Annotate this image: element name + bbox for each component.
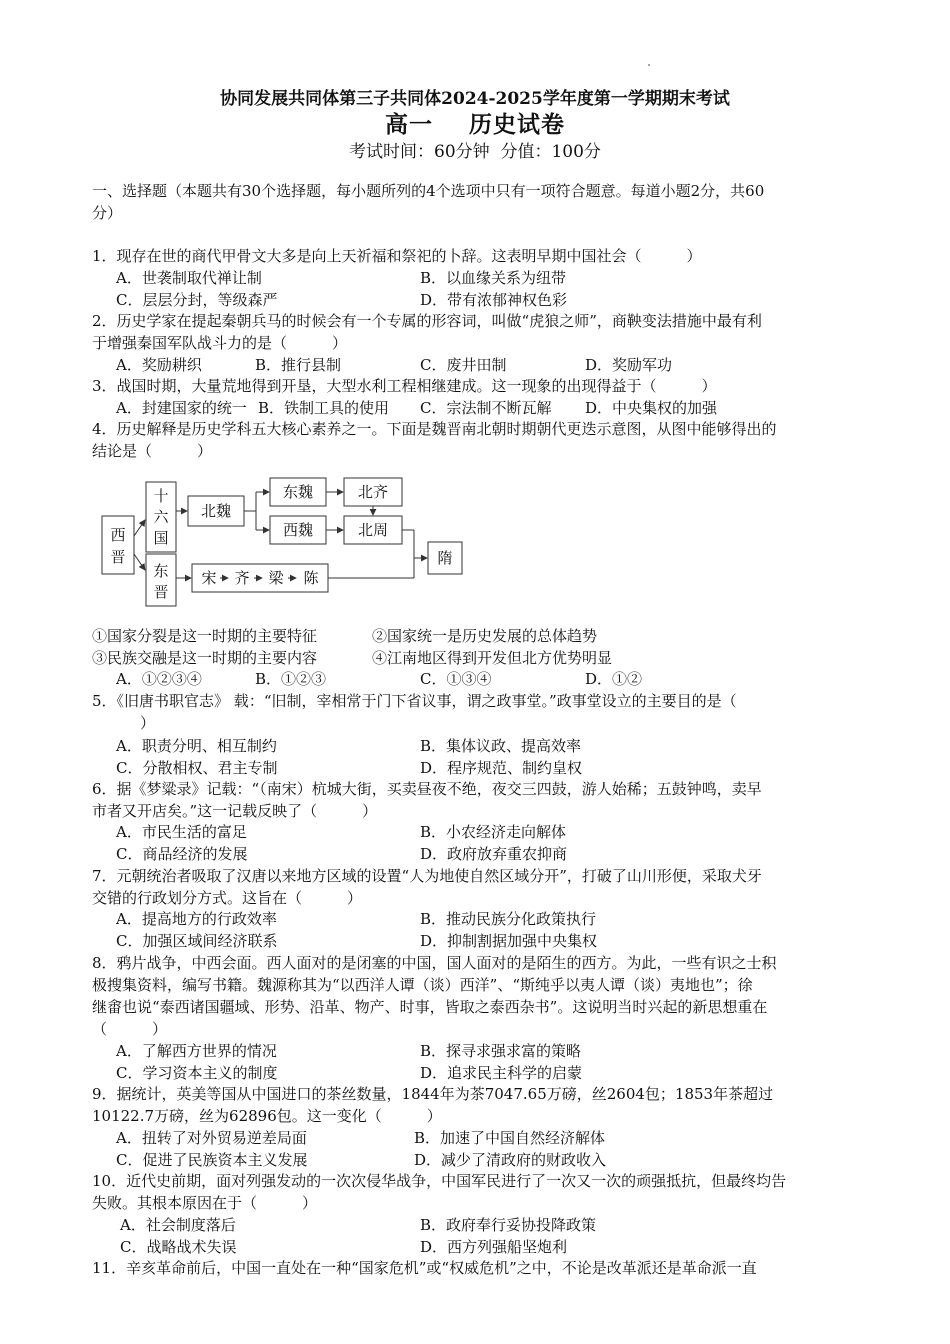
question-8-line3: 继畬也说“泰西诸国疆域、形势、沿革、物产、时事，皆取之泰西杂书”。这说明当时兴起的新思想重在 bbox=[92, 998, 768, 1016]
question-9-line2: 10122.7万磅，丝为62896包。这一变化（ ） bbox=[92, 1107, 442, 1125]
question-8-line4: （ ） bbox=[92, 1020, 168, 1038]
question-7-option-b: B．推动民族分化政策执行 bbox=[420, 910, 597, 928]
question-3-option-b: B．铁制工具的使用 bbox=[258, 399, 390, 417]
label-shiliuguo-3: 国 bbox=[153, 529, 169, 547]
question-8-option-c: C．学习资本主义的制度 bbox=[116, 1064, 278, 1082]
label-xiwei: 西魏 bbox=[282, 521, 314, 539]
question-4-statement-3: ③民族交融是这一时期的主要内容 bbox=[92, 649, 318, 667]
question-7-line1: 7．元朝统治者吸取了汉唐以来地方区域的设置“人为地使自然区域分开”，打破了山川形便，采取犬牙 bbox=[92, 867, 762, 885]
question-4-option-c: C．①③④ bbox=[420, 670, 492, 688]
question-5-option-b: B．集体议政、提高效率 bbox=[420, 737, 582, 755]
question-3-option-a: A．封建国家的统一 bbox=[116, 399, 247, 417]
question-2-option-c: C．废井田制 bbox=[420, 356, 507, 374]
question-9-option-c: C．促进了民族资本主义发展 bbox=[116, 1151, 308, 1169]
question-6-option-d: D．政府放弃重农抑商 bbox=[420, 845, 568, 863]
question-4-statement-4: ④江南地区得到开发但北方优势明显 bbox=[372, 649, 613, 667]
scan-dot bbox=[648, 64, 650, 66]
question-5-option-a: A．职责分明、相互制约 bbox=[116, 737, 277, 755]
question-7-option-c: C．加强区域间经济联系 bbox=[116, 932, 278, 950]
exam-subtitle: 高一 历史试卷 bbox=[384, 111, 566, 138]
question-6-option-b: B．小农经济走向解体 bbox=[420, 823, 567, 841]
label-chen: 陈 bbox=[303, 569, 319, 587]
question-5-option-c: C．分散相权、君主专制 bbox=[116, 759, 278, 777]
question-4-statement-1: ①国家分裂是这一时期的主要特征 bbox=[92, 627, 318, 645]
question-7-option-d: D．抑制割据加强中央集权 bbox=[420, 932, 598, 950]
question-5-option-d: D．程序规范、制约皇权 bbox=[420, 759, 583, 777]
question-2-line1: 2．历史学家在提起秦朝兵马的时候会有一个专属的形容词，叫做“虎狼之师”，商鞅变法措施中最有利 bbox=[92, 312, 762, 330]
question-4-statement-2: ②国家统一是历史发展的总体趋势 bbox=[372, 627, 598, 645]
question-1-option-c: C．层层分封，等级森严 bbox=[116, 291, 278, 309]
question-6-line2: 市者又开店矣。”这一记载反映了（ ） bbox=[92, 802, 378, 820]
question-9-option-b: B．加速了中国自然经济解体 bbox=[414, 1129, 606, 1147]
question-8-option-d: D．追求民主科学的启蒙 bbox=[420, 1064, 583, 1082]
label-dongwei: 东魏 bbox=[282, 483, 314, 501]
label-dongjin-2: 晋 bbox=[153, 583, 169, 601]
question-4-line1: 4．历史解释是历史学科五大核心素养之一。下面是魏晋南北朝时期朝代更迭示意图，从图中能够得出的 bbox=[92, 420, 777, 438]
question-9-option-a: A．扭转了对外贸易逆差局面 bbox=[116, 1129, 307, 1147]
label-beizhou: 北周 bbox=[357, 521, 389, 539]
question-1-option-a: A．世袭制取代禅让制 bbox=[116, 269, 262, 287]
label-sui: 隋 bbox=[437, 549, 453, 567]
question-6-option-c: C．商品经济的发展 bbox=[116, 845, 248, 863]
question-4-option-b: B．①②③ bbox=[255, 670, 327, 688]
question-2-option-a: A．奖励耕织 bbox=[116, 356, 202, 374]
question-9-option-d: D．减少了清政府的财政收入 bbox=[414, 1151, 607, 1169]
question-8-option-b: B．探寻求强求富的策略 bbox=[420, 1042, 582, 1060]
question-7-line2: 交错的行政划分方式。这旨在（ ） bbox=[92, 889, 363, 907]
label-qi: 齐 bbox=[234, 569, 250, 587]
question-2-option-d: D．奖励军功 bbox=[585, 356, 673, 374]
question-10-option-b: B．政府奉行妥协投降政策 bbox=[420, 1216, 597, 1234]
label-liang: 梁 bbox=[268, 569, 284, 587]
question-6-option-a: A．市民生活的富足 bbox=[116, 823, 247, 841]
section-instructions-line1: 一、选择题（本题共有30个选择题，每小题所列的4个选项中只有一项符合题意。每道小题2分，共60 bbox=[92, 182, 765, 200]
label-xijin-2: 晋 bbox=[110, 548, 126, 566]
question-1-stem: 1．现存在世的商代甲骨文大多是向上天祈福和祭祀的卜辞。这表明早期中国社会（ ） bbox=[92, 247, 702, 265]
label-shiliuguo-1: 十 bbox=[153, 487, 169, 505]
question-7-option-a: A．提高地方的行政效率 bbox=[116, 910, 277, 928]
question-5-line1: 5．《旧唐书职官志》 载：“旧制，宰相常于门下省议事，谓之政事堂。”政事堂设立的主要目的是（ bbox=[92, 692, 737, 710]
dynasty-succession-diagram bbox=[96, 470, 476, 610]
label-song: 宋 bbox=[201, 569, 217, 587]
question-3-option-c: C．宗法制不断瓦解 bbox=[420, 399, 552, 417]
question-4-line2: 结论是（ ） bbox=[92, 442, 213, 460]
question-3-option-d: D．中央集权的加强 bbox=[585, 399, 718, 417]
question-9-line1: 9．据统计，英美等国从中国进口的茶丝数量，1844年为茶7047.65万磅，丝2604包；1853年茶超过 bbox=[92, 1085, 774, 1103]
question-2-option-b: B．推行县制 bbox=[255, 356, 342, 374]
question-8-line1: 8．鸦片战争，中西会面。西人面对的是闭塞的中国，国人面对的是陌生的西方。为此，一些有识之士积 bbox=[92, 954, 777, 972]
question-6-line1: 6．据《梦粱录》记载：“（南宋）杭城大街，买卖昼夜不绝，夜交三四鼓，游人始稀；五鼓钟鸣，卖早 bbox=[92, 780, 762, 798]
question-10-option-a: A．社会制度落后 bbox=[120, 1216, 236, 1234]
question-10-line1: 10．近代史前期，面对列强发动的一次次侵华战争，中国军民进行了一次又一次的顽强抵抗，但最终均告 bbox=[92, 1172, 787, 1190]
label-beiqi: 北齐 bbox=[357, 483, 389, 501]
question-5-line2: ） bbox=[140, 714, 156, 732]
question-11-line1: 11．辛亥革命前后，中国一直处在一种“国家危机”或“权威危机”之中，不论是改革派还是革命派一直 bbox=[92, 1259, 757, 1277]
exam-info: 考试时间：60分钟 分值：100分 bbox=[349, 142, 601, 162]
question-1-option-d: D．带有浓郁神权色彩 bbox=[420, 291, 568, 309]
question-10-option-c: C．战略战术失误 bbox=[120, 1238, 237, 1256]
question-4-option-d: D．①② bbox=[585, 670, 643, 688]
question-4-option-a: A．①②③④ bbox=[116, 670, 202, 688]
label-shiliuguo-2: 六 bbox=[153, 508, 169, 526]
label-xijin-1: 西 bbox=[110, 526, 126, 544]
question-8-line2: 极搜集资料，编写书籍。魏源称其为“以西洋人谭（谈）西洋”、“斯纯乎以夷人谭（谈）夷地也”；徐 bbox=[92, 976, 753, 994]
question-3-stem: 3．战国时期，大量荒地得到开垦，大型水利工程相继建成。这一现象的出现得益于（ ） bbox=[92, 377, 717, 395]
question-10-line2: 失败。其根本原因在于（ ） bbox=[92, 1194, 318, 1212]
question-2-line2: 于增强秦国军队战斗力的是（ ） bbox=[92, 334, 348, 352]
question-8-option-a: A．了解西方世界的情况 bbox=[116, 1042, 277, 1060]
section-instructions-line2: 分） bbox=[92, 204, 123, 222]
label-beiwei: 北魏 bbox=[200, 502, 232, 520]
exam-title: 协同发展共同体第三子共同体2024-2025学年度第一学期期末考试 bbox=[220, 89, 730, 109]
label-dongjin-1: 东 bbox=[153, 562, 169, 580]
question-10-option-d: D．西方列强船坚炮利 bbox=[420, 1238, 568, 1256]
question-1-option-b: B．以血缘关系为纽带 bbox=[420, 269, 567, 287]
